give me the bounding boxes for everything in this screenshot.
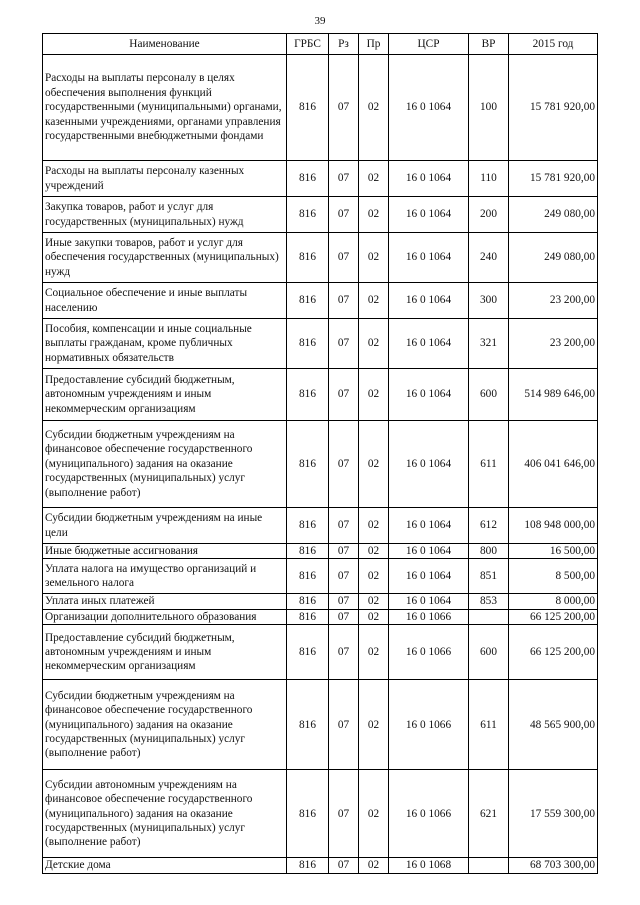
row-pr: 02 xyxy=(359,197,389,233)
row-amount: 15 781 920,00 xyxy=(509,55,598,161)
row-grbs: 816 xyxy=(287,161,329,197)
row-amount: 406 041 646,00 xyxy=(509,421,598,508)
row-vr xyxy=(469,858,509,873)
row-amount: 249 080,00 xyxy=(509,233,598,283)
row-amount: 108 948 000,00 xyxy=(509,508,598,544)
row-rz: 07 xyxy=(329,283,359,319)
row-vr: 853 xyxy=(469,594,509,609)
row-rz: 07 xyxy=(329,508,359,544)
row-vr: 611 xyxy=(469,680,509,770)
header-csr: ЦСР xyxy=(389,34,469,55)
row-name: Социальное обеспечение и иные выплаты населению xyxy=(43,283,287,319)
table-row xyxy=(43,369,598,421)
table-row xyxy=(43,594,598,609)
row-vr: 621 xyxy=(469,770,509,858)
row-grbs: 816 xyxy=(287,625,329,680)
row-pr: 02 xyxy=(359,858,389,873)
row-amount: 249 080,00 xyxy=(509,197,598,233)
row-pr: 02 xyxy=(359,508,389,544)
table-row xyxy=(43,609,598,624)
table-row xyxy=(43,508,598,544)
row-csr: 16 0 1064 xyxy=(389,421,469,508)
header-pr: Пр xyxy=(359,34,389,55)
row-csr: 16 0 1066 xyxy=(389,770,469,858)
row-grbs: 816 xyxy=(287,319,329,369)
row-grbs: 816 xyxy=(287,609,329,624)
row-rz: 07 xyxy=(329,544,359,559)
header-name: Наименование xyxy=(43,34,287,55)
row-amount: 48 565 900,00 xyxy=(509,680,598,770)
row-csr: 16 0 1064 xyxy=(389,369,469,421)
row-pr: 02 xyxy=(359,559,389,594)
row-pr: 02 xyxy=(359,680,389,770)
row-name: Организации дополнительного образования xyxy=(43,609,287,624)
row-rz: 07 xyxy=(329,680,359,770)
row-csr: 16 0 1064 xyxy=(389,283,469,319)
table-row xyxy=(43,770,598,858)
row-name: Субсидии автономным учреждениям на финансовое обеспечение государственного (муниципального) задания на оказание государственных (муниципальных) услуг (выполнение работ) xyxy=(43,770,287,858)
table-row xyxy=(43,625,598,680)
row-amount: 514 989 646,00 xyxy=(509,369,598,421)
row-grbs: 816 xyxy=(287,197,329,233)
row-vr xyxy=(469,609,509,624)
row-name: Иные закупки товаров, работ и услуг для обеспечения государственных (муниципальных) нужд xyxy=(43,233,287,283)
table-row xyxy=(43,421,598,508)
row-csr: 16 0 1064 xyxy=(389,55,469,161)
row-amount: 68 703 300,00 xyxy=(509,858,598,873)
row-vr: 600 xyxy=(469,369,509,421)
table-row xyxy=(43,233,598,283)
row-name: Субсидии бюджетным учреждениям на финансовое обеспечение государственного (муниципального) задания на оказание государственных (муниципальных) услуг (выполнение работ) xyxy=(43,421,287,508)
row-name: Субсидии бюджетным учреждениям на финансовое обеспечение государственного (муниципального) задания на оказание государственных (муниципальных) услуг (выполнение работ) xyxy=(43,680,287,770)
row-vr: 240 xyxy=(469,233,509,283)
row-name: Иные бюджетные ассигнования xyxy=(43,544,287,559)
row-amount: 66 125 200,00 xyxy=(509,625,598,680)
row-amount: 66 125 200,00 xyxy=(509,609,598,624)
table-row xyxy=(43,858,598,873)
row-pr: 02 xyxy=(359,609,389,624)
table-row xyxy=(43,283,598,319)
row-grbs: 816 xyxy=(287,55,329,161)
row-vr: 612 xyxy=(469,508,509,544)
row-pr: 02 xyxy=(359,283,389,319)
row-rz: 07 xyxy=(329,233,359,283)
row-pr: 02 xyxy=(359,319,389,369)
row-csr: 16 0 1064 xyxy=(389,508,469,544)
row-pr: 02 xyxy=(359,233,389,283)
row-csr: 16 0 1068 xyxy=(389,858,469,873)
table-row xyxy=(43,197,598,233)
row-grbs: 816 xyxy=(287,559,329,594)
row-name: Уплата налога на имущество организаций и земельного налога xyxy=(43,559,287,594)
row-csr: 16 0 1066 xyxy=(389,625,469,680)
row-rz: 07 xyxy=(329,319,359,369)
row-csr: 16 0 1064 xyxy=(389,319,469,369)
row-name: Предоставление субсидий бюджетным, автономным учреждениям и иным некоммерческим организациям xyxy=(43,369,287,421)
row-pr: 02 xyxy=(359,625,389,680)
row-grbs: 816 xyxy=(287,421,329,508)
row-csr: 16 0 1064 xyxy=(389,197,469,233)
row-csr: 16 0 1064 xyxy=(389,594,469,609)
row-amount: 8 500,00 xyxy=(509,559,598,594)
row-vr: 600 xyxy=(469,625,509,680)
row-rz: 07 xyxy=(329,421,359,508)
row-name: Уплата иных платежей xyxy=(43,594,287,609)
row-rz: 07 xyxy=(329,609,359,624)
row-amount: 23 200,00 xyxy=(509,319,598,369)
row-csr: 16 0 1064 xyxy=(389,544,469,559)
row-amount: 8 000,00 xyxy=(509,594,598,609)
header-vr: ВР xyxy=(469,34,509,55)
row-grbs: 816 xyxy=(287,680,329,770)
row-pr: 02 xyxy=(359,421,389,508)
row-pr: 02 xyxy=(359,161,389,197)
table-row xyxy=(43,55,598,161)
row-vr: 300 xyxy=(469,283,509,319)
row-name: Расходы на выплаты персоналу в целях обеспечения выполнения функций государственными (муниципальными) органами, казенными учреждениями, органами управления государственными внебюджетными фондами xyxy=(43,55,287,161)
table-row xyxy=(43,319,598,369)
row-amount: 17 559 300,00 xyxy=(509,770,598,858)
table-row xyxy=(43,161,598,197)
row-pr: 02 xyxy=(359,544,389,559)
table-row xyxy=(43,544,598,559)
row-vr: 200 xyxy=(469,197,509,233)
table-row xyxy=(43,680,598,770)
row-csr: 16 0 1066 xyxy=(389,680,469,770)
row-rz: 07 xyxy=(329,369,359,421)
row-pr: 02 xyxy=(359,770,389,858)
row-amount: 16 500,00 xyxy=(509,544,598,559)
row-grbs: 816 xyxy=(287,283,329,319)
row-name: Предоставление субсидий бюджетным, автономным учреждениям и иным некоммерческим организациям xyxy=(43,625,287,680)
row-name: Закупка товаров, работ и услуг для государственных (муниципальных) нужд xyxy=(43,197,287,233)
row-name: Расходы на выплаты персоналу казенных учреждений xyxy=(43,161,287,197)
header-rz: Рз xyxy=(329,34,359,55)
header-year: 2015 год xyxy=(509,34,598,55)
row-grbs: 816 xyxy=(287,594,329,609)
row-pr: 02 xyxy=(359,594,389,609)
row-name: Пособия, компенсации и иные социальные выплаты гражданам, кроме публичных нормативных обязательств xyxy=(43,319,287,369)
row-grbs: 816 xyxy=(287,233,329,283)
row-grbs: 816 xyxy=(287,508,329,544)
row-csr: 16 0 1064 xyxy=(389,559,469,594)
row-grbs: 816 xyxy=(287,858,329,873)
row-csr: 16 0 1066 xyxy=(389,609,469,624)
row-rz: 07 xyxy=(329,55,359,161)
row-vr: 110 xyxy=(469,161,509,197)
row-amount: 15 781 920,00 xyxy=(509,161,598,197)
row-vr: 611 xyxy=(469,421,509,508)
row-rz: 07 xyxy=(329,770,359,858)
row-rz: 07 xyxy=(329,197,359,233)
row-rz: 07 xyxy=(329,858,359,873)
row-vr: 851 xyxy=(469,559,509,594)
row-vr: 100 xyxy=(469,55,509,161)
budget-table xyxy=(42,33,598,874)
row-csr: 16 0 1064 xyxy=(389,161,469,197)
row-vr: 800 xyxy=(469,544,509,559)
row-name: Субсидии бюджетным учреждениям на иные цели xyxy=(43,508,287,544)
row-grbs: 816 xyxy=(287,544,329,559)
row-rz: 07 xyxy=(329,161,359,197)
page-number: 39 xyxy=(314,15,326,27)
row-amount: 23 200,00 xyxy=(509,283,598,319)
row-vr: 321 xyxy=(469,319,509,369)
header-grbs: ГРБС xyxy=(287,34,329,55)
row-grbs: 816 xyxy=(287,369,329,421)
row-csr: 16 0 1064 xyxy=(389,233,469,283)
row-grbs: 816 xyxy=(287,770,329,858)
row-name: Детские дома xyxy=(43,858,287,873)
row-rz: 07 xyxy=(329,594,359,609)
table-row xyxy=(43,559,598,594)
row-rz: 07 xyxy=(329,625,359,680)
header-row xyxy=(43,34,598,55)
row-rz: 07 xyxy=(329,559,359,594)
row-pr: 02 xyxy=(359,55,389,161)
row-pr: 02 xyxy=(359,369,389,421)
